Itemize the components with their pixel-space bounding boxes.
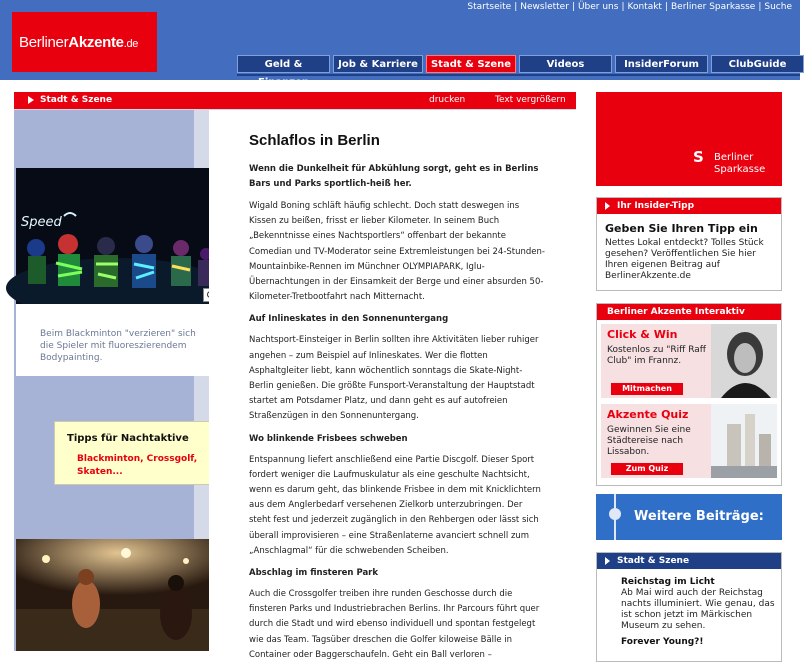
logo-part1: Berliner	[19, 34, 69, 51]
click-win-title[interactable]: Click & Win	[607, 328, 678, 341]
more-articles-text: Weitere Beiträge:	[634, 509, 764, 524]
tips-box	[54, 421, 234, 485]
nav-tab[interactable]: ClubGuide	[711, 55, 804, 73]
crossgolf-photo[interactable]	[16, 539, 219, 651]
insider-tip-box	[596, 197, 782, 291]
city-news-title[interactable]: Reichstag im Licht	[621, 577, 715, 587]
interactive-heading: Berliner Akzente Interaktiv	[607, 307, 745, 317]
city-scene-box	[596, 552, 782, 662]
section-title: Stadt & Szene	[40, 95, 113, 105]
topnav-link[interactable]: Startseite	[467, 2, 512, 12]
sparkasse-banner[interactable]	[596, 92, 782, 186]
city-news-item[interactable]	[621, 577, 777, 632]
logo-part2: Akzente	[68, 34, 124, 51]
article-subheading: Wo blinkende Frisbees schweben	[249, 433, 408, 444]
more-articles-banner[interactable]	[596, 494, 782, 540]
topnav-link[interactable]: Über uns	[577, 2, 619, 12]
navbar-divider	[237, 74, 800, 76]
topnav-link[interactable]: Newsletter	[520, 2, 569, 12]
section-bar	[14, 92, 576, 109]
article-paragraph: Entspannung liefert anschließend eine Partie Discgolf. Dieser Sport fordert weniger die Laufmuskulatur als eine geschulte Nachtsicht, wenn es darum geht, das blinkende Frisbee in dem mit Knicklichtern aus dem Anglerbedarf versehenen Zielkorb unterzubringen. Der steht fest und jederzeit zugänglich in den Rehbergen oder lässt sich überall improvisieren – eine Straßenlaterne avanciert schnell zum „Anschlagmal“ für die schwebenden Scheiben.	[249, 454, 541, 556]
article-subheading: Auf Inlineskates in den Sonnenuntergang	[249, 314, 449, 325]
skaters-image	[16, 539, 219, 651]
city-news-title[interactable]: Forever Young?!	[621, 637, 704, 647]
caption-box	[16, 304, 219, 376]
site-logo[interactable]	[12, 12, 157, 72]
svg-text:Speed: Speed	[21, 215, 62, 230]
logo-text	[19, 34, 138, 51]
lisbon-image	[711, 404, 777, 478]
nav-separator: |	[621, 2, 625, 12]
quiz-text: Gewinnen Sie eine Städtereise nach Lissabon.	[607, 425, 691, 457]
enlarge-text-link[interactable]: Text vergrößern	[495, 95, 566, 105]
site-header	[0, 0, 800, 88]
sparkasse-logo-icon: S	[693, 148, 704, 166]
insider-tip-text: Nettes Lokal entdeckt? Tolles Stück gesehen? Veröffentlichen Sie hier Ihren eigenen Beitrag auf BerlinerAkzente.de	[605, 238, 764, 281]
mitmachen-button[interactable]: Mitmachen	[611, 383, 683, 395]
nav-tab[interactable]: Job & Karriere	[333, 55, 423, 73]
blackminton-image	[16, 168, 219, 304]
topnav-link[interactable]: Suche	[764, 2, 792, 12]
topnav-link[interactable]: Berliner Sparkasse	[671, 2, 756, 12]
article-paragraph: Nachtsport-Einsteiger in Berlin sollten ihre Aktivitäten lieber ruhiger angehen – zum Beispiel auf Inlineskates. Wer die flotten Asphaltgleiter liebt, kann wöchentlich sonntags die Skate-Night-Berlin genießen. Die größte Funsport-Veranstaltung der Hauptstadt startet am Potsdamer Platz, und dann geht es auf autofreien Straßenzügen in den Sonnenuntergang.	[249, 335, 539, 422]
top-navigation	[467, 2, 792, 12]
interactive-box	[596, 303, 782, 486]
sparkasse-line1: Berliner	[714, 152, 754, 163]
interactive-bar	[597, 304, 781, 320]
click-win-text: Kostenlos zu "Riff Raff Club" im Frannz.	[607, 345, 706, 366]
nav-separator: |	[514, 2, 518, 12]
nav-tab[interactable]: Stadt & Szene	[426, 55, 516, 73]
city-scene-heading: Stadt & Szene	[617, 556, 690, 566]
city-news-text: Ab Mai wird auch der Reichstag nachts illuminiert. Wie genau, das ist schon jetzt im Märkischen Museum zu sehen.	[621, 588, 775, 631]
article-subheading: Abschlag im finsteren Park	[249, 568, 379, 579]
quiz-card	[601, 404, 713, 478]
logo-tld: .de	[123, 38, 139, 50]
arrow-right-icon	[605, 202, 610, 210]
main-content	[14, 92, 576, 660]
article-paragraph: Wigald Boning schläft häufig schlecht. Doch statt deswegen ins Kissen zu beißen, frisst er lieber Kilometer. In seinem Buch „Bekenntnisse eines Nachtsportlers“ offenbart der bekannte Comedian und TV-Moderator seine Extremleistungen bei 24-Stunden-Mountainbike-Rennen im Münchner OLYMPIAPARK, Iglu-Übernachtungen in der Einsamkeit der Berge und einer absurden 50-Kilometer-Tretbootfahrt nach Mitternacht.	[249, 201, 545, 303]
article-body	[249, 132, 546, 670]
sparkasse-text	[714, 152, 765, 176]
topnav-link[interactable]: Kontakt	[627, 2, 662, 12]
article	[209, 110, 576, 660]
article-title: Schlaflos in Berlin	[249, 132, 380, 149]
tips-link[interactable]: Blackminton, Crossgolf, Skaten...	[77, 454, 198, 477]
arrow-right-icon	[28, 96, 34, 104]
image-caption: Beim Blackminton "verzieren" sich die Spieler mit fluoreszierendem Bodypainting.	[40, 329, 196, 363]
sparkasse-line2: Sparkasse	[714, 164, 766, 175]
blackminton-photo[interactable]	[16, 168, 219, 304]
quiz-button[interactable]: Zum Quiz	[611, 463, 683, 475]
main-navigation	[237, 55, 807, 88]
nav-separator: |	[571, 2, 575, 12]
nav-tab[interactable]: Videos	[519, 55, 612, 73]
nav-tab[interactable]: InsiderForum	[615, 55, 708, 73]
click-win-photo[interactable]	[711, 324, 777, 398]
quiz-photo[interactable]	[711, 404, 777, 478]
nav-separator: |	[664, 2, 668, 12]
click-win-card	[601, 324, 713, 398]
nav-separator: |	[758, 2, 762, 12]
print-link[interactable]: drucken	[429, 95, 466, 105]
tips-title: Tipps für Nachtaktive	[67, 433, 189, 444]
musician-image	[711, 324, 777, 398]
insider-tip-heading: Ihr Insider-Tipp	[617, 201, 695, 211]
insider-tip-title[interactable]: Geben Sie Ihren Tipp ein	[605, 222, 758, 235]
arrow-right-icon	[605, 557, 610, 565]
insider-tip-bar	[597, 198, 781, 214]
nav-tab[interactable]: Geld & Finanzen	[237, 55, 330, 73]
article-paragraph: Auch die Crossgolfer treiben ihre runden Geschosse durch die finsteren Parks und Industriebrachen Berlins. Ihr Parcours führt quer durch die Stadt und wird ebenso individuell und spontan festgelegt wie das Team. Tagsüber dreschen die Golfer kiloweise Bälle in Container oder Baggerschaufeln. Geht ein Ball verloren –	[249, 589, 540, 660]
article-lead: Wenn die Dunkelheit für Abkühlung sorgt, geht es in Berlins Bars und Parks sportlich-heiß her.	[249, 164, 539, 189]
quiz-title[interactable]: Akzente Quiz	[607, 408, 689, 421]
city-news-item[interactable]	[621, 637, 777, 648]
city-scene-bar	[597, 553, 781, 569]
